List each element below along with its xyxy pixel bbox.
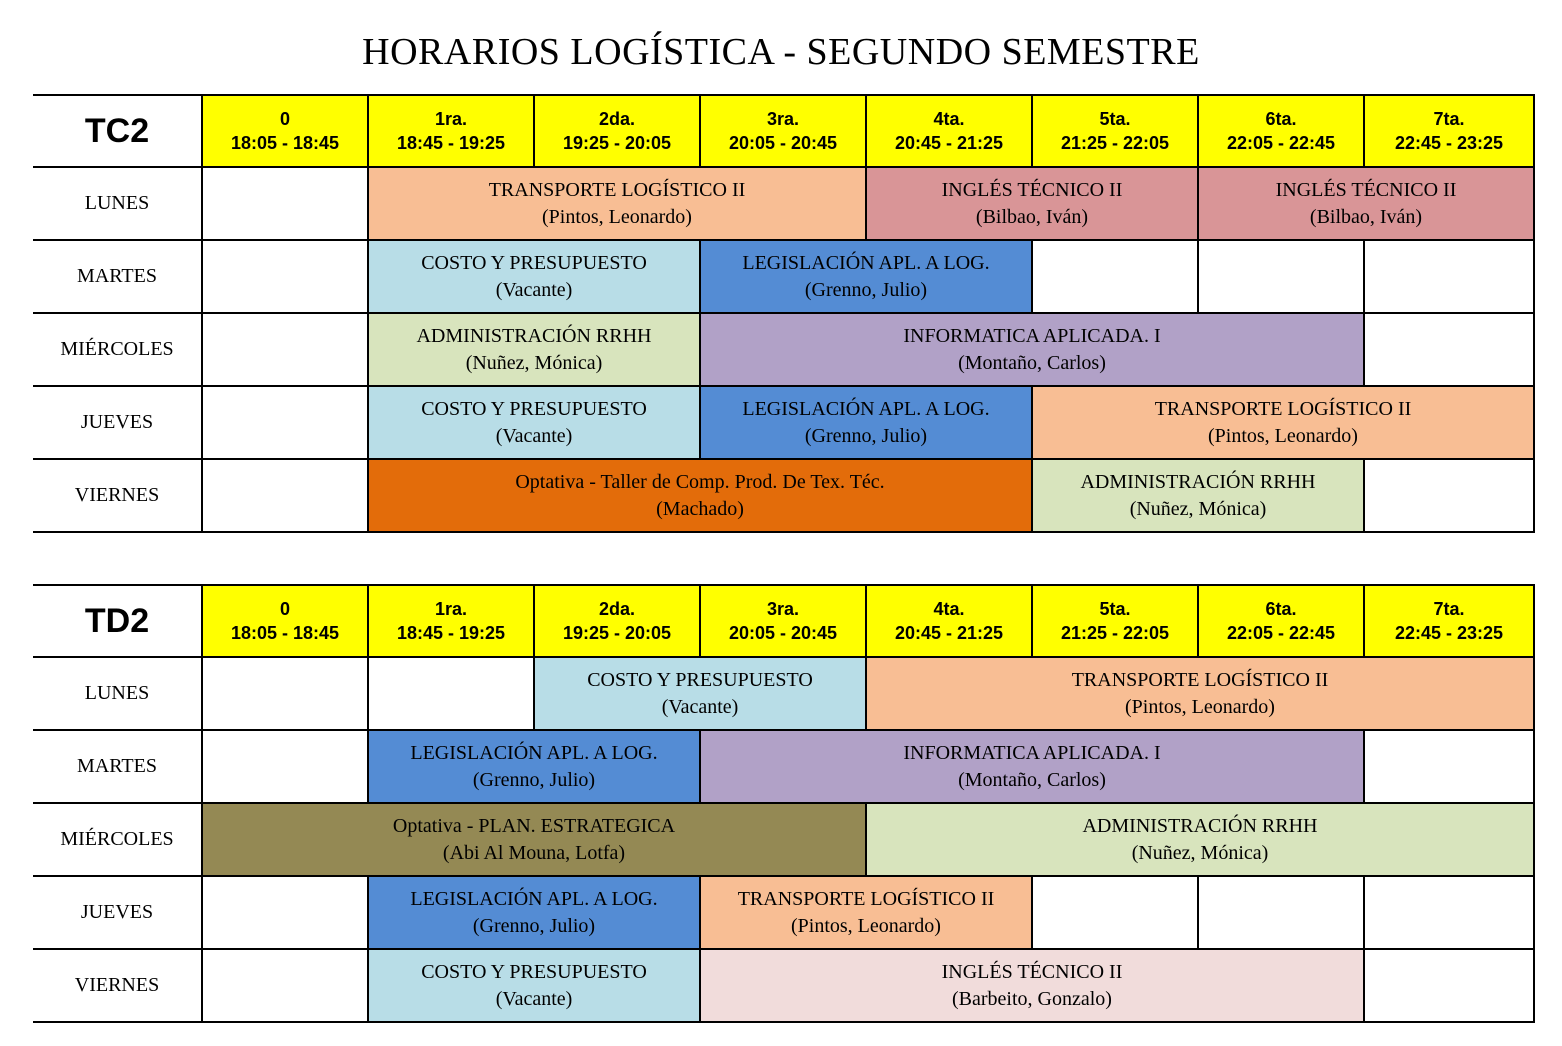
empty-slot xyxy=(1364,876,1534,949)
period-header-5: 5ta. 21:25 - 22:05 xyxy=(1032,585,1198,657)
period-header-0: 0 18:05 - 18:45 xyxy=(202,585,368,657)
day-label: MARTES xyxy=(33,730,202,803)
group-label: TD2 xyxy=(33,585,202,657)
group-label: TC2 xyxy=(33,95,202,167)
day-row-miercoles xyxy=(33,803,1534,876)
class-block: INGLÉS TÉCNICO II (Bilbao, Iván) xyxy=(1198,167,1534,240)
empty-slot xyxy=(202,949,368,1022)
class-block: LEGISLACIÓN APL. A LOG. (Grenno, Julio) xyxy=(368,730,700,803)
empty-slot xyxy=(202,876,368,949)
period-header-1: 1ra. 18:45 - 19:25 xyxy=(368,95,534,167)
period-header-5: 5ta. 21:25 - 22:05 xyxy=(1032,95,1198,167)
period-header-7: 7ta. 22:45 - 23:25 xyxy=(1364,585,1534,657)
period-header-3: 3ra. 20:05 - 20:45 xyxy=(700,585,866,657)
class-block: LEGISLACIÓN APL. A LOG. (Grenno, Julio) xyxy=(700,240,1032,313)
empty-slot xyxy=(202,459,368,532)
day-row-lunes xyxy=(33,167,1534,240)
period-header-2: 2da. 19:25 - 20:05 xyxy=(534,95,700,167)
empty-slot xyxy=(202,730,368,803)
empty-slot xyxy=(1364,313,1534,386)
day-row-martes xyxy=(33,730,1534,803)
day-label: LUNES xyxy=(33,167,202,240)
class-block: COSTO Y PRESUPUESTO (Vacante) xyxy=(534,657,866,730)
class-block: TRANSPORTE LOGÍSTICO II (Pintos, Leonardo) xyxy=(700,876,1032,949)
empty-slot xyxy=(1364,240,1534,313)
day-label: MARTES xyxy=(33,240,202,313)
empty-slot xyxy=(1032,876,1198,949)
schedule-table-tc2 xyxy=(33,94,1535,533)
class-block: ADMINISTRACIÓN RRHH (Nuñez, Mónica) xyxy=(368,313,700,386)
empty-slot xyxy=(202,386,368,459)
day-label: VIERNES xyxy=(33,459,202,532)
class-block: TRANSPORTE LOGÍSTICO II (Pintos, Leonardo) xyxy=(866,657,1534,730)
header-row xyxy=(33,95,1534,167)
class-block: ADMINISTRACIÓN RRHH (Nuñez, Mónica) xyxy=(1032,459,1364,532)
day-label: JUEVES xyxy=(33,876,202,949)
schedule-table-td2 xyxy=(33,584,1535,1023)
class-block: Optativa - Taller de Comp. Prod. De Tex. Téc. (Machado) xyxy=(368,459,1032,532)
empty-slot xyxy=(1198,876,1364,949)
empty-slot xyxy=(202,313,368,386)
empty-slot xyxy=(1364,949,1534,1022)
empty-slot xyxy=(1364,730,1534,803)
period-header-4: 4ta. 20:45 - 21:25 xyxy=(866,95,1032,167)
period-header-4: 4ta. 20:45 - 21:25 xyxy=(866,585,1032,657)
day-row-lunes xyxy=(33,657,1534,730)
period-header-6: 6ta. 22:05 - 22:45 xyxy=(1198,585,1364,657)
day-label: MIÉRCOLES xyxy=(33,803,202,876)
day-label: MIÉRCOLES xyxy=(33,313,202,386)
period-header-7: 7ta. 22:45 - 23:25 xyxy=(1364,95,1534,167)
class-block: COSTO Y PRESUPUESTO (Vacante) xyxy=(368,386,700,459)
page-title: HORARIOS LOGÍSTICA - SEGUNDO SEMESTRE xyxy=(362,31,1200,73)
class-block: INFORMATICA APLICADA. I (Montaño, Carlos) xyxy=(700,730,1364,803)
day-label: VIERNES xyxy=(33,949,202,1022)
class-block: INGLÉS TÉCNICO II (Barbeito, Gonzalo) xyxy=(700,949,1364,1022)
class-block: TRANSPORTE LOGÍSTICO II (Pintos, Leonardo) xyxy=(1032,386,1534,459)
empty-slot xyxy=(202,657,368,730)
empty-slot xyxy=(368,657,534,730)
class-block: TRANSPORTE LOGÍSTICO II (Pintos, Leonardo) xyxy=(368,167,866,240)
class-block: LEGISLACIÓN APL. A LOG. (Grenno, Julio) xyxy=(368,876,700,949)
class-block: INGLÉS TÉCNICO II (Bilbao, Iván) xyxy=(866,167,1198,240)
empty-slot xyxy=(202,167,368,240)
class-block: COSTO Y PRESUPUESTO (Vacante) xyxy=(368,240,700,313)
day-label: JUEVES xyxy=(33,386,202,459)
header-row xyxy=(33,585,1534,657)
day-row-viernes xyxy=(33,949,1534,1022)
empty-slot xyxy=(202,240,368,313)
class-block: LEGISLACIÓN APL. A LOG. (Grenno, Julio) xyxy=(700,386,1032,459)
day-row-jueves xyxy=(33,876,1534,949)
empty-slot xyxy=(1198,240,1364,313)
day-row-jueves xyxy=(33,386,1534,459)
period-header-2: 2da. 19:25 - 20:05 xyxy=(534,585,700,657)
class-block: Optativa - PLAN. ESTRATEGICA (Abi Al Mouna, Lotfa) xyxy=(202,803,866,876)
period-header-1: 1ra. 18:45 - 19:25 xyxy=(368,585,534,657)
day-label: LUNES xyxy=(33,657,202,730)
class-block: INFORMATICA APLICADA. I (Montaño, Carlos) xyxy=(700,313,1364,386)
period-header-6: 6ta. 22:05 - 22:45 xyxy=(1198,95,1364,167)
period-header-3: 3ra. 20:05 - 20:45 xyxy=(700,95,866,167)
day-row-martes xyxy=(33,240,1534,313)
period-header-0: 0 18:05 - 18:45 xyxy=(202,95,368,167)
day-row-miercoles xyxy=(33,313,1534,386)
day-row-viernes xyxy=(33,459,1534,532)
empty-slot xyxy=(1032,240,1198,313)
class-block: ADMINISTRACIÓN RRHH (Nuñez, Mónica) xyxy=(866,803,1534,876)
class-block: COSTO Y PRESUPUESTO (Vacante) xyxy=(368,949,700,1022)
empty-slot xyxy=(1364,459,1534,532)
